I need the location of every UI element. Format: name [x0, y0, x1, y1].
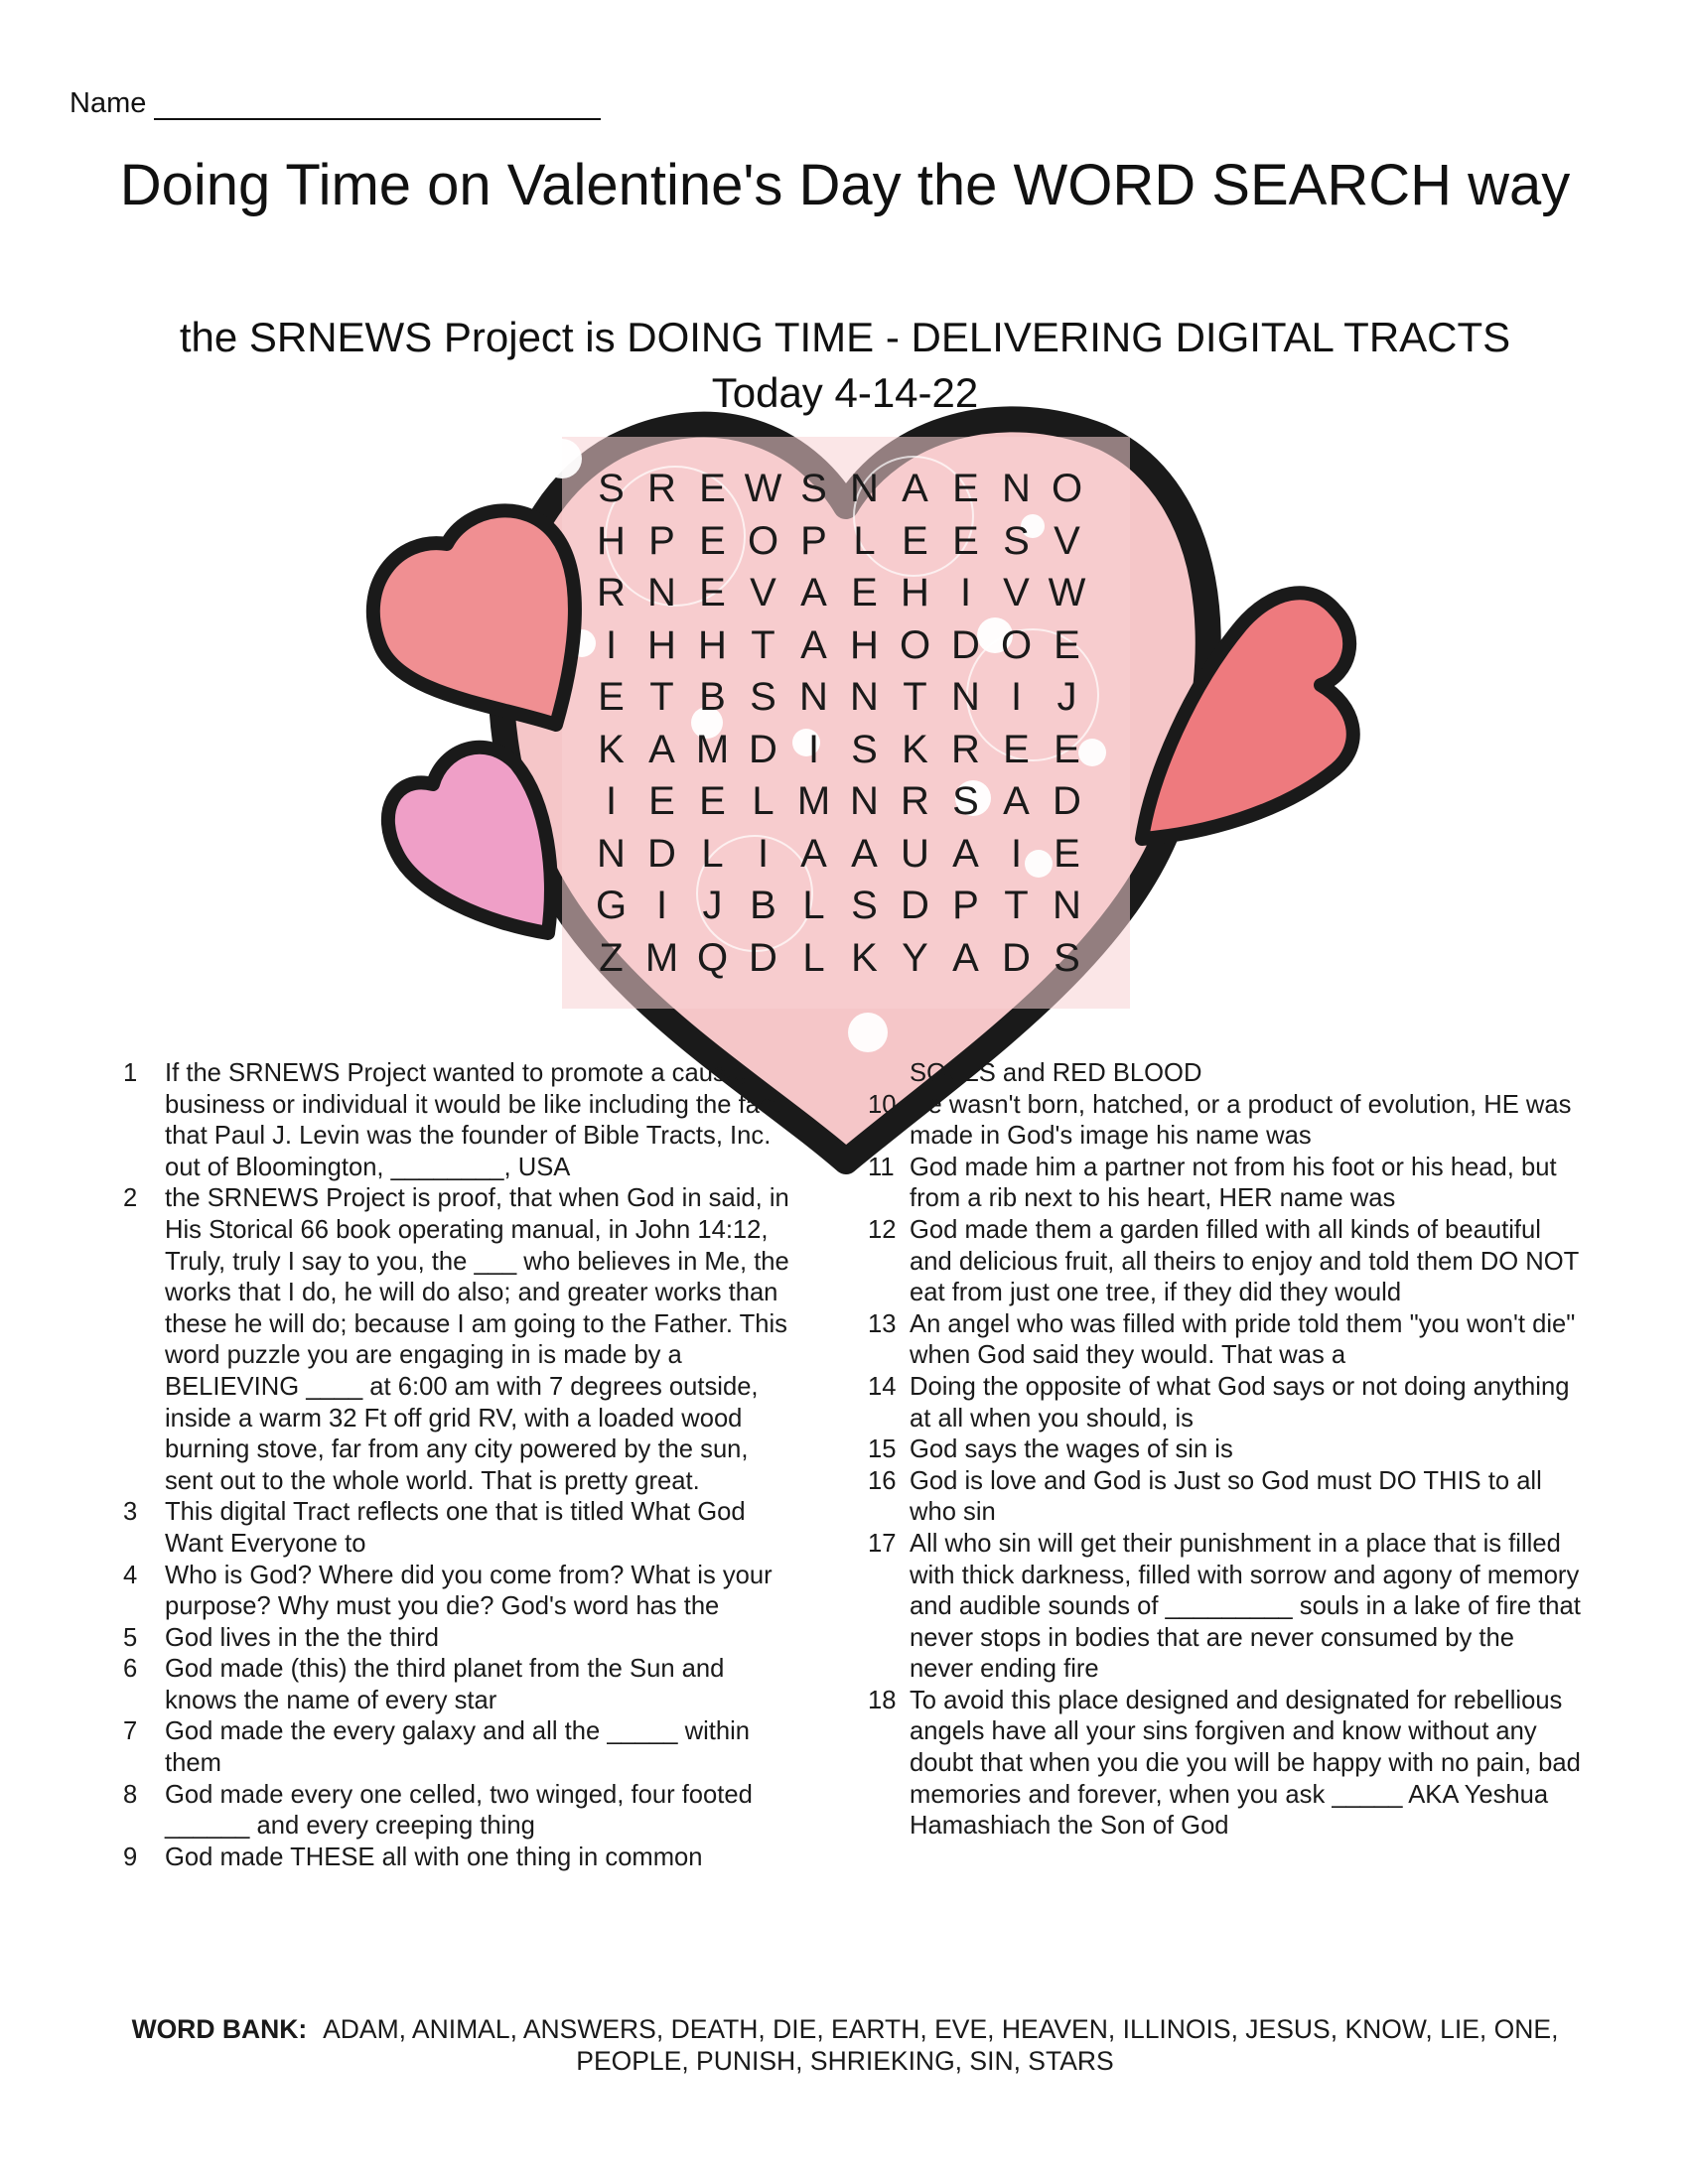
- grid-letter[interactable]: N: [850, 675, 879, 719]
- grid-letter[interactable]: I: [757, 831, 770, 876]
- clue-text: God is love and God is Just so God must DO THIS to all who sin: [910, 1466, 1542, 1527]
- grid-letter[interactable]: O: [747, 518, 779, 563]
- grid-letter[interactable]: N: [1002, 467, 1031, 510]
- grid-letter[interactable]: E: [1054, 831, 1080, 876]
- grid-letter[interactable]: G: [595, 884, 628, 927]
- grid-letter[interactable]: O: [1000, 622, 1033, 667]
- grid-letter[interactable]: E: [699, 467, 726, 510]
- clue-number: 4: [123, 1561, 138, 1589]
- grid-letter[interactable]: K: [851, 935, 878, 980]
- clue-text: God made every one celled, two winged, four footed ______ and every creeping thing: [165, 1780, 753, 1841]
- grid-letter[interactable]: V: [750, 571, 776, 614]
- clue-item: [868, 1466, 1583, 1529]
- grid-letter[interactable]: D: [951, 622, 980, 667]
- clue-item: [123, 1654, 798, 1716]
- grid-letter[interactable]: L: [802, 935, 825, 980]
- clue-item: [123, 1843, 798, 1874]
- clue-text: the SRNEWS Project is proof, that when God in said, in His Storical 66 book operating manual, in John 14:12, Truly, truly I say to you, the ___ who believes in Me, the works that I do, he will do also; and greater works than these he will do; because I am going to the Father. This word puzzle you are engaging in is made by a BELIEVING ____ at 6:00 am with 7 degrees outside, inside a warm 32 Ft off grid RV, with a loaded wood burning stove, far from any city powered by the sun, sent out to the whole world. That is pretty great.: [165, 1184, 789, 1495]
- clue-number: 5: [123, 1623, 138, 1652]
- clue-number: 2: [123, 1184, 138, 1213]
- page-title: Doing Time on Valentine's Day the WORD SEARCH way: [119, 153, 1571, 217]
- grid-letter[interactable]: D: [1002, 935, 1031, 980]
- grid-letter[interactable]: S: [1054, 935, 1080, 980]
- clue-text: If the SRNEWS Project wanted to promote a cause, business or individual it would be like including the fact that Paul J. Levin was the founder of Bible Tracts, Inc. out of Bloomington, ________, USA: [165, 1059, 779, 1181]
- grid-letter[interactable]: T: [649, 675, 674, 719]
- grid-letter[interactable]: K: [902, 727, 928, 771]
- clue-item: [123, 1623, 798, 1655]
- grid-letter[interactable]: L: [752, 779, 775, 823]
- grid-letter[interactable]: T: [903, 675, 927, 719]
- grid-letter[interactable]: D: [647, 831, 676, 876]
- grid-letter[interactable]: N: [647, 571, 676, 614]
- grid-letter[interactable]: E: [902, 518, 928, 563]
- clue-text: God made him a partner not from his foot or his head, but from a rib next to his heart, HER name was: [910, 1153, 1557, 1213]
- clue-text: God says the wages of sin is: [910, 1435, 1233, 1464]
- grid-letter[interactable]: R: [951, 727, 980, 771]
- grid-letter[interactable]: R: [647, 467, 676, 510]
- grid-letter[interactable]: E: [1054, 727, 1080, 771]
- clue-text: An angel who was filled with pride told them "you won't die" when God said they would. That was a: [910, 1309, 1576, 1370]
- clue-number: 9: [123, 1843, 138, 1871]
- grid-letter[interactable]: N: [951, 675, 980, 719]
- grid-letter[interactable]: S: [851, 884, 878, 927]
- grid-letter[interactable]: D: [1053, 779, 1081, 823]
- clue-number: 18: [868, 1686, 897, 1714]
- grid-letter[interactable]: N: [799, 675, 828, 719]
- clue-text: God made (this) the third planet from the Sun and knows the name of every star: [165, 1655, 725, 1714]
- grid-letter[interactable]: A: [800, 831, 827, 876]
- grid-letter[interactable]: L: [802, 884, 825, 927]
- clue-number: 12: [868, 1215, 897, 1244]
- clues-right-column: [868, 1058, 1583, 1843]
- clue-item: [868, 1686, 1583, 1843]
- clue-text: God made the every galaxy and all the _____ within them: [165, 1717, 751, 1778]
- clue-text: This digital Tract reflects one that is titled What God Want Everyone to: [165, 1498, 746, 1558]
- clue-item: [868, 1215, 1583, 1309]
- grid-letter[interactable]: I: [807, 727, 820, 771]
- clue-number: 17: [868, 1529, 897, 1558]
- left-heart-icon: [373, 510, 575, 725]
- grid-letter[interactable]: J: [702, 884, 723, 927]
- grid-letter[interactable]: Q: [696, 935, 729, 980]
- grid-letter[interactable]: A: [952, 831, 979, 876]
- clue-text: God made them a garden filled with all kinds of beautiful and delicious fruit, all theirs to enjoy and told them DO NOT eat from just one tree, if they did they would: [910, 1215, 1579, 1307]
- grid-letter[interactable]: N: [1053, 884, 1081, 927]
- clue-text: God lives in the the third: [165, 1623, 439, 1652]
- grid-letter[interactable]: D: [749, 935, 777, 980]
- grid-letter[interactable]: I: [959, 571, 972, 614]
- grid-letter[interactable]: H: [850, 622, 879, 667]
- clue-number: 16: [868, 1466, 897, 1495]
- grid-letter[interactable]: H: [597, 518, 626, 563]
- clue-text: All who sin will get their punishment in a place that is filled with thick darkness, filled with sorrow and agony of memory and audible sounds of _________ souls in a lake of fire that never stops in bodies that are never consumed by the never ending fire: [910, 1529, 1581, 1684]
- clue-item: [868, 1529, 1583, 1686]
- page-subtitle: the SRNEWS Project is DOING TIME - DELIVERING DIGITAL TRACTS Today 4-14-22: [179, 314, 1511, 416]
- clue-number: 7: [123, 1717, 138, 1746]
- clue-number: 3: [123, 1498, 138, 1527]
- grid-letter[interactable]: H: [698, 622, 727, 667]
- clue-item: [123, 1716, 798, 1779]
- grid-letter[interactable]: V: [1054, 518, 1080, 563]
- grid-letter[interactable]: O: [1051, 467, 1083, 510]
- clue-number: 14: [868, 1372, 897, 1401]
- grid-letter[interactable]: A: [800, 571, 827, 614]
- grid-letter[interactable]: U: [901, 831, 929, 876]
- grid-letter[interactable]: D: [901, 884, 929, 927]
- grid-letter[interactable]: E: [851, 571, 878, 614]
- grid-letter[interactable]: S: [851, 727, 878, 771]
- grid-letter[interactable]: I: [605, 622, 618, 667]
- name-label: Name: [70, 87, 147, 119]
- grid-letter[interactable]: A: [902, 467, 928, 510]
- clue-number: 6: [123, 1655, 138, 1684]
- grid-letter[interactable]: R: [597, 571, 626, 614]
- clue-9-continued: SOULS and RED BLOOD: [910, 1059, 1202, 1087]
- clue-number: 15: [868, 1435, 897, 1464]
- clue-text: To avoid this place designed and designated for rebellious angels have all your sins forgiven and know without any doubt that when you die you will be happy with no pain, bad memories and forever, when you ask _____ AKA Yeshua Hamashiach the Son of God: [910, 1686, 1581, 1841]
- grid-letter[interactable]: V: [1003, 571, 1030, 614]
- grid-letter[interactable]: B: [699, 675, 726, 719]
- clue-text: Who is God? Where did you come from? What is your purpose? Why must you die? God's word has the: [165, 1561, 773, 1621]
- grid-letter[interactable]: W: [1048, 571, 1086, 614]
- pink-heart-icon: [388, 748, 551, 933]
- grid-letter[interactable]: D: [749, 727, 777, 771]
- grid-letter[interactable]: L: [853, 518, 876, 563]
- grid-letter[interactable]: S: [750, 675, 776, 719]
- grid-letter[interactable]: H: [647, 622, 676, 667]
- clue-item: [868, 1434, 1583, 1466]
- clue-item: [123, 1497, 798, 1560]
- grid-letter[interactable]: M: [796, 779, 831, 823]
- grid-letter[interactable]: A: [952, 935, 979, 980]
- grid-letter[interactable]: E: [699, 779, 726, 823]
- grid-letter[interactable]: R: [901, 779, 929, 823]
- clue-item: [868, 1153, 1583, 1215]
- grid-letter[interactable]: E: [952, 467, 979, 510]
- grid-letter[interactable]: M: [695, 727, 730, 771]
- clue-text: God made THESE all with one thing in common: [165, 1843, 703, 1871]
- grid-letter[interactable]: N: [597, 831, 626, 876]
- grid-letter[interactable]: S: [800, 467, 827, 510]
- clue-number: 10: [868, 1090, 897, 1119]
- clue-item: [123, 1058, 798, 1183]
- clue-item: [123, 1561, 798, 1623]
- grid-letter[interactable]: P: [648, 518, 675, 563]
- word-bank-words: ADAM, ANIMAL, ANSWERS, DEATH, DIE, EARTH, EVE, HEAVEN, ILLINOIS, JESUS, KNOW, LIE, ONE, PEOPLE, PUNISH, SHRIEKING, SIN, STARS: [323, 2014, 1559, 2076]
- clue-item: [868, 1309, 1583, 1372]
- grid-letter[interactable]: A: [800, 622, 827, 667]
- grid-letter[interactable]: W: [744, 467, 782, 510]
- grid-letter[interactable]: T: [1004, 884, 1029, 927]
- grid-letter[interactable]: J: [1056, 675, 1077, 719]
- grid-letter[interactable]: I: [1010, 675, 1023, 719]
- grid-letter[interactable]: P: [952, 884, 979, 927]
- grid-letter[interactable]: A: [851, 831, 878, 876]
- clue-number: 8: [123, 1780, 138, 1809]
- clue-item: [868, 1372, 1583, 1434]
- word-bank: [119, 2013, 1571, 2077]
- grid-letter[interactable]: E: [952, 518, 979, 563]
- grid-letter[interactable]: S: [598, 467, 625, 510]
- grid-letter[interactable]: E: [699, 571, 726, 614]
- grid-letter[interactable]: N: [850, 467, 879, 510]
- clue-text: Doing the opposite of what God says or not doing anything at all when you should, is: [910, 1372, 1570, 1433]
- grid-letter[interactable]: E: [1003, 727, 1030, 771]
- grid-letter[interactable]: I: [605, 779, 618, 823]
- grid-letter[interactable]: I: [655, 884, 668, 927]
- grid-letter[interactable]: E: [1054, 622, 1080, 667]
- clue-text: He wasn't born, hatched, or a product of evolution, HE was made in God's image his name was: [910, 1090, 1572, 1151]
- clue-item: [868, 1090, 1583, 1153]
- word-search-grid[interactable]: [586, 463, 1092, 984]
- grid-letter[interactable]: I: [1010, 831, 1023, 876]
- clue-item: [123, 1780, 798, 1843]
- grid-letter[interactable]: Z: [599, 935, 624, 980]
- grid-letter[interactable]: S: [952, 779, 979, 823]
- grid-letter[interactable]: Y: [902, 935, 928, 980]
- clue-number: 13: [868, 1309, 897, 1338]
- grid-letter[interactable]: O: [899, 622, 931, 667]
- grid-letter[interactable]: E: [648, 779, 675, 823]
- grid-letter[interactable]: N: [850, 779, 879, 823]
- clue-item: [123, 1183, 798, 1497]
- grid-letter[interactable]: M: [644, 935, 679, 980]
- grid-letter[interactable]: L: [701, 831, 724, 876]
- clues-left-column: [123, 1058, 798, 1873]
- clue-number: 11: [868, 1153, 895, 1181]
- grid-letter[interactable]: H: [901, 571, 929, 614]
- word-bank-label: WORD BANK:: [131, 2014, 308, 2044]
- grid-letter[interactable]: A: [648, 727, 675, 771]
- grid-letter[interactable]: B: [750, 884, 776, 927]
- grid-letter[interactable]: E: [598, 675, 625, 719]
- grid-letter[interactable]: E: [699, 518, 726, 563]
- grid-letter[interactable]: K: [598, 727, 625, 771]
- grid-letter[interactable]: A: [1003, 779, 1030, 823]
- grid-letter[interactable]: S: [1003, 518, 1030, 563]
- grid-letter[interactable]: P: [800, 518, 827, 563]
- clue-number: 1: [123, 1059, 138, 1087]
- grid-letter[interactable]: T: [751, 622, 775, 667]
